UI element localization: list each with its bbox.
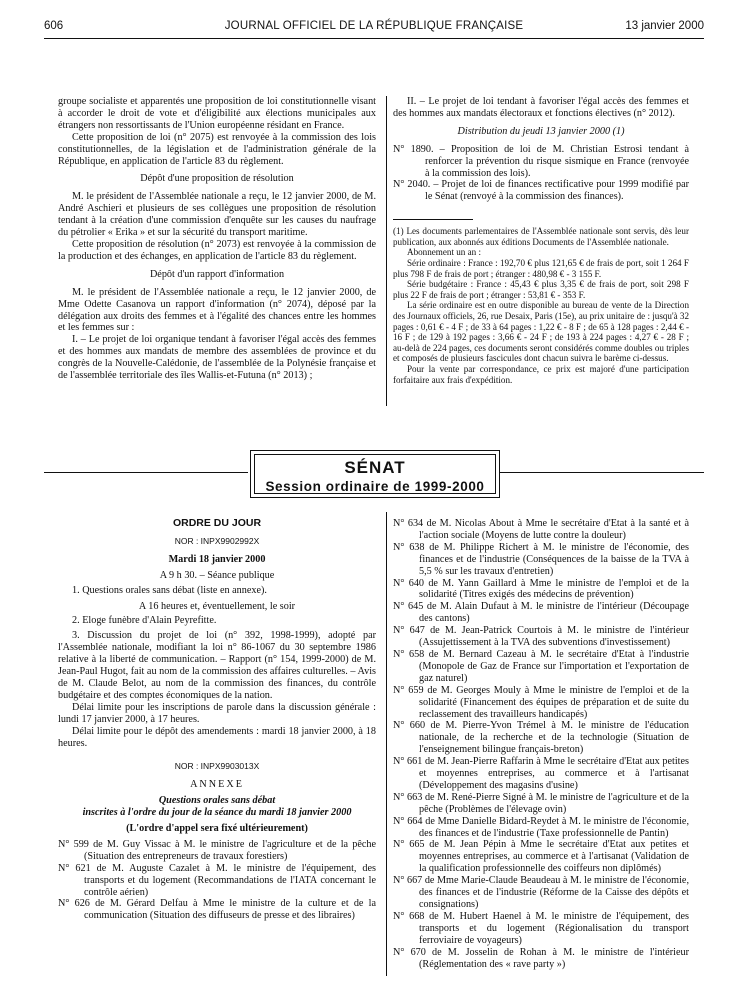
question-item: N° 647 de M. Jean-Patrick Courtois à M. le ministre de l'intérieur (Assujettissement à la TVA des subventions d'investissement) (393, 625, 689, 649)
question-item: N° 621 de M. Auguste Cazalet à M. le ministre de l'équipement, des transports et du logement (Recommandations de l'IATA concernant le contrôle aérien) (58, 862, 376, 898)
question-item: N° 668 de M. Hubert Haenel à M. le ministre de l'équipement, des transports et du logement (Régionalisation du transport ferroviaire de voyageurs) (393, 910, 689, 946)
session-time: A 9 h 30. – Séance publique (159, 569, 275, 581)
footnote: Série ordinaire : France : 192,70 € plus 121,65 € de frais de port, soit 1 264 F plus 798 F de frais de port ; étranger : 480,98 € - 3 155 F. (393, 258, 689, 279)
question-item: N° 658 de M. Bernard Cazeau à M. le secrétaire d'Etat à l'industrie (Monopole de Gaz de France sur l'importation et l'exportation de gaz naturel) (393, 648, 689, 684)
question-item: N° 665 de M. Jean Pépin à Mme le secrétaire d'Etat aux petites et moyennes entreprises, au commerce et à l'artisanat (Validation de la qualification professionnelle des coiffeurs non diplômés) (393, 839, 689, 875)
bottom-left-column (58, 518, 376, 922)
section-heading: Dépôt d'une proposition de résolution (140, 173, 294, 185)
banner-title: SÉNAT (344, 458, 406, 477)
paragraph: Cette proposition de loi (n° 2075) est renvoyée à la commission des lois constitutionnelles, de la législation et de l'administration générale de la République, en application de l'article 83 du règlement. (58, 131, 376, 167)
bottom-right-column (393, 518, 689, 970)
question-item: N° 661 de M. Jean-Pierre Raffarin à Mme le secrétaire d'Etat aux petites et moyennes entreprises, au commerce et à l'artisanat (Développement des magasins d'usine) (393, 756, 689, 791)
question-item: N° 634 de M. Nicolas About à Mme le secrétaire d'Etat à la santé et à l'action sociale (Moyens de lutte contre la douleur) (393, 518, 689, 541)
question-item: N° 660 de M. Pierre-Yvon Trémel à M. le ministre de l'éducation nationale, de la recherche et de la technologie (Situation de l'enseignement bilingue français-breton) (393, 720, 689, 756)
issue-date: 13 janvier 2000 (625, 20, 704, 32)
questions-note: (L'ordre d'appel sera fixé ultérieurement) (126, 823, 308, 835)
question-item: N° 663 de M. René-Pierre Signé à M. le ministre de l'agriculture et de la pêche (Problèmes de l'élevage ovin) (393, 791, 689, 815)
top-right-column (393, 96, 689, 385)
agenda-item: 2. Eloge funèbre d'Alain Peyrefitte. (72, 615, 217, 627)
agenda-item: Délai limite pour le dépôt des amendements : mardi 18 janvier 2000, à 18 heures. (58, 725, 376, 749)
questions-title: Questions orales sans débat (158, 795, 276, 807)
question-item: N° 640 de M. Yann Gaillard à Mme le ministre de l'emploi et de la solidarité (Titres exigés des médecins de prévention) (393, 577, 689, 601)
footnote-rule (393, 219, 473, 220)
column-divider (386, 96, 387, 406)
list-item: N° 1890. – Proposition de loi de M. Christian Estrosi tendant à renforcer la prévention du risque sismique en France (renvoyée à la commission des lois). (393, 143, 689, 179)
agenda-item: 3. Discussion du projet de loi (n° 392, 1998-1999), adopté par l'Assemblée nationale, modifiant la loi n° 86-1067 du 30 septembre 1986 relative à la liberté de communication. – Rapport (n° 154, 1999-2000) de M. Jean-Paul Hugot, fait au nom de la commission des affaires culturelles. – Avis de M. Claude Belot, au nom de la commission des finances, du contrôle budgétaire et des comptes économiques de la nation. (58, 630, 376, 701)
question-item: N° 670 de M. Josselin de Rohan à M. le ministre de l'intérieur (Réglementation des « rave party ») (393, 946, 689, 970)
banner-rule-left (44, 472, 248, 473)
page-header (44, 14, 704, 36)
question-item: N° 599 de M. Guy Vissac à M. le ministre de l'agriculture et de la pêche (Situation des entrepreneurs de travaux forestiers) (58, 838, 376, 862)
question-item: N° 667 de Mme Marie-Claude Beaudeau à M. le ministre de l'économie, des finances et de l'industrie (Réforme de la Caisse des dépôts et consignations) (393, 875, 689, 910)
column-divider (386, 512, 387, 976)
senat-banner (250, 450, 500, 498)
paragraph: II. – Le projet de loi tendant à favoriser l'égal accès des femmes et des hommes aux mandats électoraux et fonctions électives (n° 2012). (393, 96, 689, 119)
annexe-heading: ANNEXE (190, 779, 244, 791)
session-day: Mardi 18 janvier 2000 (168, 553, 266, 565)
footnote: Série budgétaire : France : 45,43 € plus 3,35 € de frais de port, soit 298 F plus 22 F de frais de port ; étranger : 53,81 € - 353 F. (393, 279, 689, 300)
footnote: (1) Les documents parlementaires de l'Assemblée nationale sont servis, dès leur publication, aux abonnés aux éditions Documents de l'Assemblée nationale. (393, 226, 689, 247)
nor-reference: NOR : INPX9903013X (174, 761, 260, 772)
session-time: A 16 heures et, éventuellement, le soir (138, 600, 296, 612)
footnote: Pour la vente par correspondance, ce prix est majoré d'une participation forfaitaire aux frais d'expédition. (393, 363, 689, 385)
list-item: N° 2040. – Projet de loi de finances rectificative pour 1999 modifié par le Sénat (renvoyé à la commission des finances). (393, 179, 689, 203)
section-heading: Dépôt d'un rapport d'information (149, 268, 285, 280)
nor-reference: NOR : INPX9902992X (174, 535, 260, 546)
header-rule (44, 38, 704, 39)
top-left-column (58, 96, 376, 382)
paragraph: M. le président de l'Assemblée nationale a reçu, le 12 janvier 2000, de M. André Aschieri et plusieurs de ses collègues une proposition de résolution tendant à la création d'une commission d'enquête sur les causes du naufrage du pétrolier « Erika » et sur la sécurité du transport maritime. (58, 191, 376, 239)
section-heading: ORDRE DU JOUR (172, 517, 262, 529)
question-item: N° 645 de M. Alain Dufaut à M. le ministre de l'intérieur (Découpage des cantons) (393, 601, 689, 625)
section-heading: Distribution du jeudi 13 janvier 2000 (1) (457, 125, 625, 137)
footnote: La série ordinaire est en outre disponible au bureau de vente de la Direction des Journaux officiels, 26, rue Desaix, Paris (15e), au prix unitaire de : jusqu'à 32 pages : 0,61 € - 4 F ; de 33 à 64 pages : 1,22 € - 8 F ; de 65 à 128 pages : 2,44 € - 16 F ; de 129 à 192 pages : 3,66 € - 24 F ; de 193 à 224 pages : 4,27 € - 28 F ; au-delà de 224 pages, ces documents seront considérés comme doubles ou triples et composés de plusieurs fascicules dont chacun suivra le barème ci-dessus. (393, 300, 689, 364)
page-number: 606 (44, 20, 64, 32)
paragraph: groupe socialiste et apparentés une proposition de loi constitutionnelle visant à accorder le droit de vote et d'éligibilité aux élections municipales aux étrangers non ressortissants de l'Union européenne résidant en France. (58, 96, 376, 131)
footnote: Abonnement un an : (407, 247, 481, 258)
paragraph: Cette proposition de résolution (n° 2073) est renvoyée à la commission de la production et des échanges, en application de l'article 83 du règlement. (58, 238, 376, 262)
question-item: N° 659 de M. Georges Mouly à Mme le ministre de l'emploi et de la solidarité (Financement des équipes de préparation et de suite du reclassement des travailleurs handicapés) (393, 684, 689, 720)
question-item: N° 626 de M. Gérard Delfau à Mme le ministre de la culture et de la communication (Situation des diffuseurs de presse et des libraires) (58, 898, 376, 922)
question-item: N° 638 de M. Philippe Richert à M. le ministre de l'économie, des finances et de l'industrie (Conséquences de la baisse de la TVA à 5,5 % sur les travaux d'entretien) (393, 541, 689, 577)
question-item: N° 664 de Mme Danielle Bidard-Reydet à M. le ministre de l'économie, des finances et de l'industrie (Taxe professionnelle de Pantin) (393, 815, 689, 839)
journal-title: JOURNAL OFFICIEL DE LA RÉPUBLIQUE FRANÇAISE (224, 20, 524, 32)
banner-rule-right (500, 472, 704, 473)
questions-subtitle: inscrites à l'ordre du jour de la séance du mardi 18 janvier 2000 (82, 807, 352, 819)
paragraph: M. le président de l'Assemblée nationale a reçu, le 12 janvier 2000, de Mme Odette Casanova un rapport d'information (n° 2074), déposé par la délégation aux droits des femmes et à l'égalité des chances entre les hommes et les femmes sur : (58, 286, 376, 334)
paragraph: I. – Le projet de loi organique tendant à favoriser l'égal accès des femmes et des hommes aux mandats de membre des assemblées de province et du congrès de la Nouvelle-Calédonie, de l'assemblée de la Polynésie française et de l'assemblée territoriale des îles Wallis-et-Futuna (n° 2013) ; (58, 334, 376, 382)
banner-subtitle: Session ordinaire de 1999-2000 (265, 479, 485, 494)
agenda-item: 1. Questions orales sans débat (liste en annexe). (72, 584, 267, 596)
agenda-item: Délai limite pour les inscriptions de parole dans la discussion générale : lundi 17 janvier 2000, à 17 heures. (58, 701, 376, 725)
